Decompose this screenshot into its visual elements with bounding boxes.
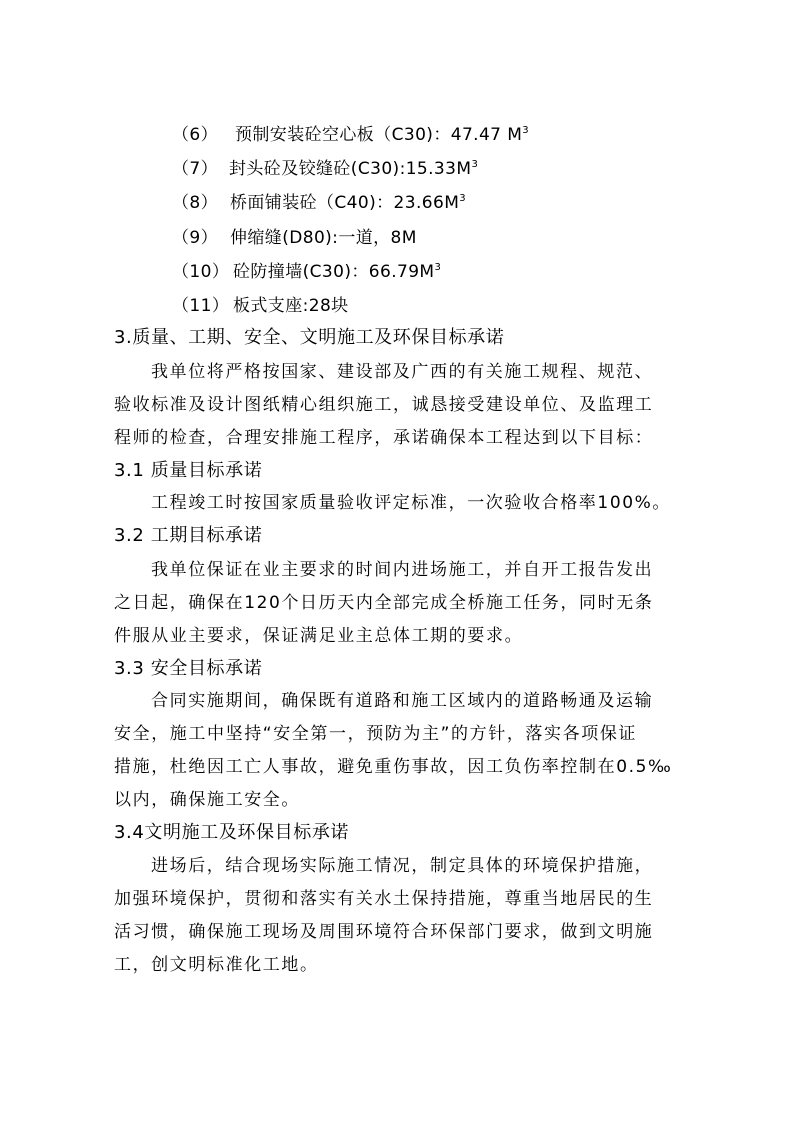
paragraph-line: 加强环境保护，贯彻和落实有关水土保持措施，尊重当地居民的生 bbox=[114, 889, 654, 909]
list-item-superscript: 3 bbox=[459, 193, 467, 204]
paragraph-line: 件服从业主要求，保证满足业主总体工期的要求。 bbox=[114, 626, 524, 646]
section-heading: 3.质量、工期、安全、文明施工及环保目标承诺 bbox=[114, 327, 505, 348]
list-item-number: （11） bbox=[172, 296, 230, 316]
list-item-text: 伸缩缝(D80):一道，8M bbox=[230, 228, 417, 248]
list-item-superscript: 3 bbox=[522, 125, 530, 136]
list-item-text: 桥面铺装砼（C40)：23.66M bbox=[230, 193, 460, 213]
list-item bbox=[172, 192, 466, 214]
list-item-text: 预制安装砼空心板（C30)：47.47 M bbox=[235, 125, 523, 145]
list-item-number: （8） bbox=[172, 193, 219, 213]
paragraph-line: 活习惯，确保施工现场及周围环境符合环保部门要求，做到文明施 bbox=[114, 922, 654, 942]
subsection-heading: 3.2 工期目标承诺 bbox=[114, 525, 263, 546]
list-item bbox=[172, 124, 529, 146]
list-item-number: （7） bbox=[172, 159, 219, 179]
paragraph-line: 我单位保证在业主要求的时间内进场施工，并自开工报告发出 bbox=[151, 560, 654, 580]
paragraph-line: 安全，施工中坚持“安全第一，预防为主”的方针，落实各项保证 bbox=[114, 724, 638, 744]
list-item-text: 砼防撞墙(C30)：66.79M bbox=[233, 262, 435, 282]
list-item-number: （6） bbox=[172, 125, 219, 145]
paragraph-line: 之日起，确保在120个日历天内全部完成全桥施工任务，同时无条 bbox=[114, 593, 654, 613]
subsection-heading: 3.4文明施工及环保目标承诺 bbox=[114, 822, 350, 843]
list-item-superscript: 3 bbox=[471, 159, 479, 170]
paragraph-line: 进场后，结合现场实际施工情况，制定具体的环境保护措施， bbox=[151, 856, 654, 876]
paragraph-line: 工，创文明标准化工地。 bbox=[114, 955, 319, 975]
list-item-text: 封头砼及铰缝砼(C30):15.33M bbox=[229, 159, 472, 179]
list-item bbox=[172, 227, 417, 249]
subsection-heading: 3.1 质量目标承诺 bbox=[114, 460, 263, 481]
list-item bbox=[172, 295, 349, 317]
paragraph-line: 验收标准及设计图纸精心组织施工，诚恳接受建设单位、及监理工 bbox=[114, 395, 654, 415]
list-item bbox=[172, 261, 441, 283]
paragraph-line: 程师的检查，合理安排施工程序，承诺确保本工程达到以下目标： bbox=[114, 428, 654, 448]
subsection-heading: 3.3 安全目标承诺 bbox=[114, 658, 263, 679]
paragraph-line: 工程竣工时按国家质量验收评定标准，一次验收合格率100%。 bbox=[151, 493, 671, 513]
paragraph-line: 我单位将严格按国家、建设部及广西的有关施工规程、规范、 bbox=[151, 362, 654, 382]
paragraph-line: 合同实施期间，确保既有道路和施工区域内的道路畅通及运输 bbox=[151, 691, 654, 711]
list-item bbox=[172, 158, 478, 180]
list-item-text: 板式支座:28块 bbox=[233, 296, 349, 316]
paragraph-line: 以内，确保施工安全。 bbox=[114, 790, 300, 810]
paragraph-line: 措施，杜绝因工亡人事故，避免重伤事故，因工负伤率控制在0.5‰ bbox=[114, 757, 673, 777]
list-item-number: （10） bbox=[172, 262, 230, 282]
list-item-superscript: 3 bbox=[434, 262, 442, 273]
list-item-number: （9） bbox=[172, 228, 219, 248]
